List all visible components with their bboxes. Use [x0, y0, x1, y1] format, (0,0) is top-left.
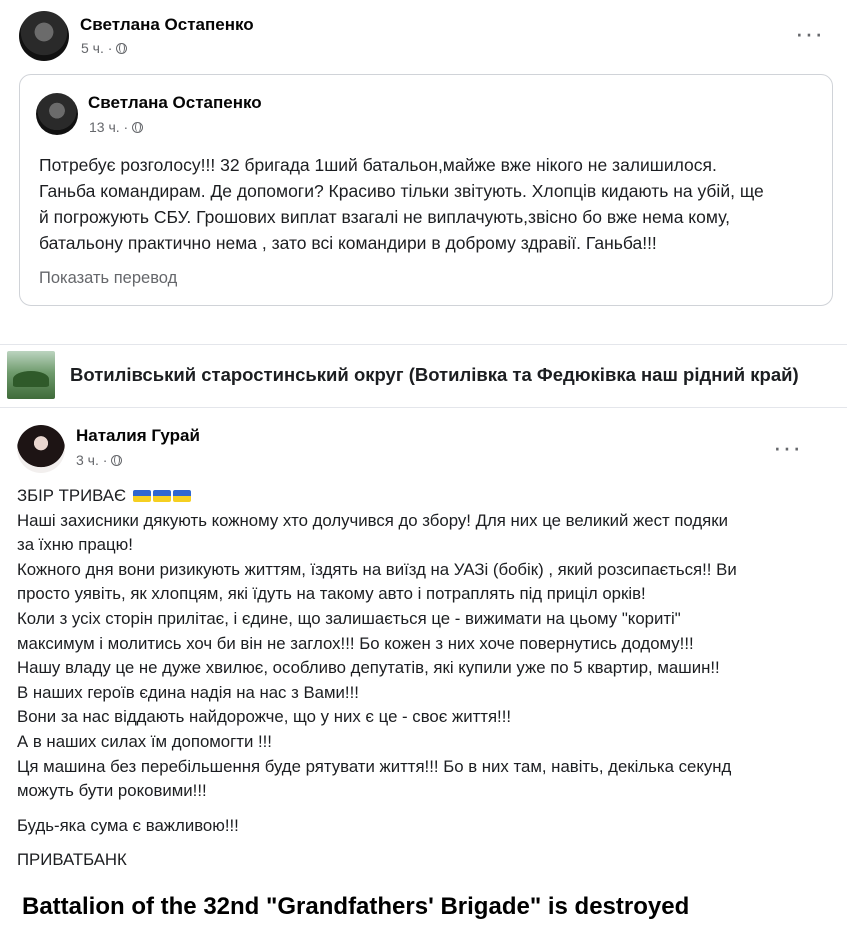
post-timestamp[interactable]: 3 ч. · [76, 452, 122, 468]
text-line: батальону практично нема , зато всі командири в доброму здравії. Ганьба!!! [39, 233, 657, 253]
text-line: Будь-яка сума є важливою!!! [17, 815, 239, 835]
shared-post-card[interactable] [19, 74, 833, 306]
globe-icon [132, 122, 143, 133]
shared-author-avatar[interactable] [36, 93, 78, 135]
timestamp-text: 3 ч. [76, 452, 99, 468]
group-thumbnail[interactable] [7, 351, 55, 399]
group-title[interactable]: Вотилівський старостинський округ (Вотилівка та Федюківка наш рідний край) [70, 364, 799, 385]
text-line: В наших героїв єдина надія на нас з Вами!!! [17, 682, 359, 702]
author-avatar[interactable] [19, 11, 69, 61]
post-2 [0, 412, 830, 882]
text-line: Ганьба командирам. Де допомоги? Красиво тільки звітують. Хлопців кидають на убій, ще [39, 181, 764, 201]
text-line: й погрожують СБУ. Грошових виплат взагалі не виплачують,звісно бо вже нема кому, [39, 207, 730, 227]
ukraine-flag-icon [173, 490, 191, 502]
shared-author-name[interactable]: Светлана Остапенко [88, 93, 262, 112]
text-line: Кожного дня вони ризикують життям, їздять на виїзд на УАЗі (бобік) , який розсипається!! Ви [17, 559, 737, 579]
ukraine-flag-icon [153, 490, 171, 502]
timestamp-text: 5 ч. [81, 40, 104, 56]
text-first-line: ЗБІР ТРИВАЄ [17, 486, 127, 505]
text-line: можуть бути роковими!!! [17, 781, 207, 801]
text-line: Коли з усіх сторін прилітає, і єдине, що залишається це - вижимати на цьому "кориті" [17, 608, 681, 628]
group-header[interactable] [0, 344, 847, 408]
text-line: Нашу владу це не дуже хвилює, особливо депутатів, які купили уже по 5 квартир, машин!! [17, 658, 720, 678]
text-line: Потребує розголосу!!! 32 бригада 1ший батальон,майже вже нікого не залишилося. [39, 155, 717, 175]
post-timestamp[interactable]: 5 ч. · [81, 40, 127, 56]
text-line: Наші захисники дякують кожному хто долучився до збору! Для них це великий жест подяки [17, 510, 728, 530]
shared-post-text [39, 152, 819, 256]
ukraine-flag-icon [133, 490, 151, 502]
text-line: А в наших силах їм допомогти !!! [17, 731, 272, 751]
author-avatar[interactable] [17, 425, 65, 473]
post-1 [0, 0, 847, 338]
image-caption: Battalion of the 32nd "Grandfathers' Brigade" is destroyed [22, 893, 690, 920]
more-options-icon[interactable]: ··· [773, 432, 802, 462]
text-line: ПРИВАТБАНК [17, 850, 127, 870]
text-line: максимум і молитись хоч би він не заглох!!! Бо кожен з них хоче повернутись додому!!! [17, 633, 694, 653]
author-name[interactable]: Наталия Гурай [76, 426, 200, 445]
globe-icon [116, 43, 127, 54]
text-line: за їхню працю! [17, 535, 133, 555]
shared-post-timestamp[interactable]: 13 ч. · [89, 119, 143, 135]
text-line: просто уявіть, як хлопцям, які їдуть на такому авто і потраплять під приціл орків! [17, 584, 646, 604]
text-line [17, 484, 817, 509]
timestamp-text: 13 ч. [89, 119, 120, 135]
more-options-icon[interactable]: ··· [795, 18, 824, 48]
author-name[interactable]: Светлана Остапенко [80, 15, 254, 34]
show-translation-link[interactable]: Показать перевод [39, 269, 178, 287]
text-line: Вони за нас віддають найдорожче, що у них є це - своє життя!!! [17, 707, 512, 727]
post-text [17, 484, 817, 873]
globe-icon [111, 455, 122, 466]
text-line: Ця машина без перебільшення буде рятувати життя!!! Бо в них там, навіть, декілька секунд [17, 756, 732, 776]
